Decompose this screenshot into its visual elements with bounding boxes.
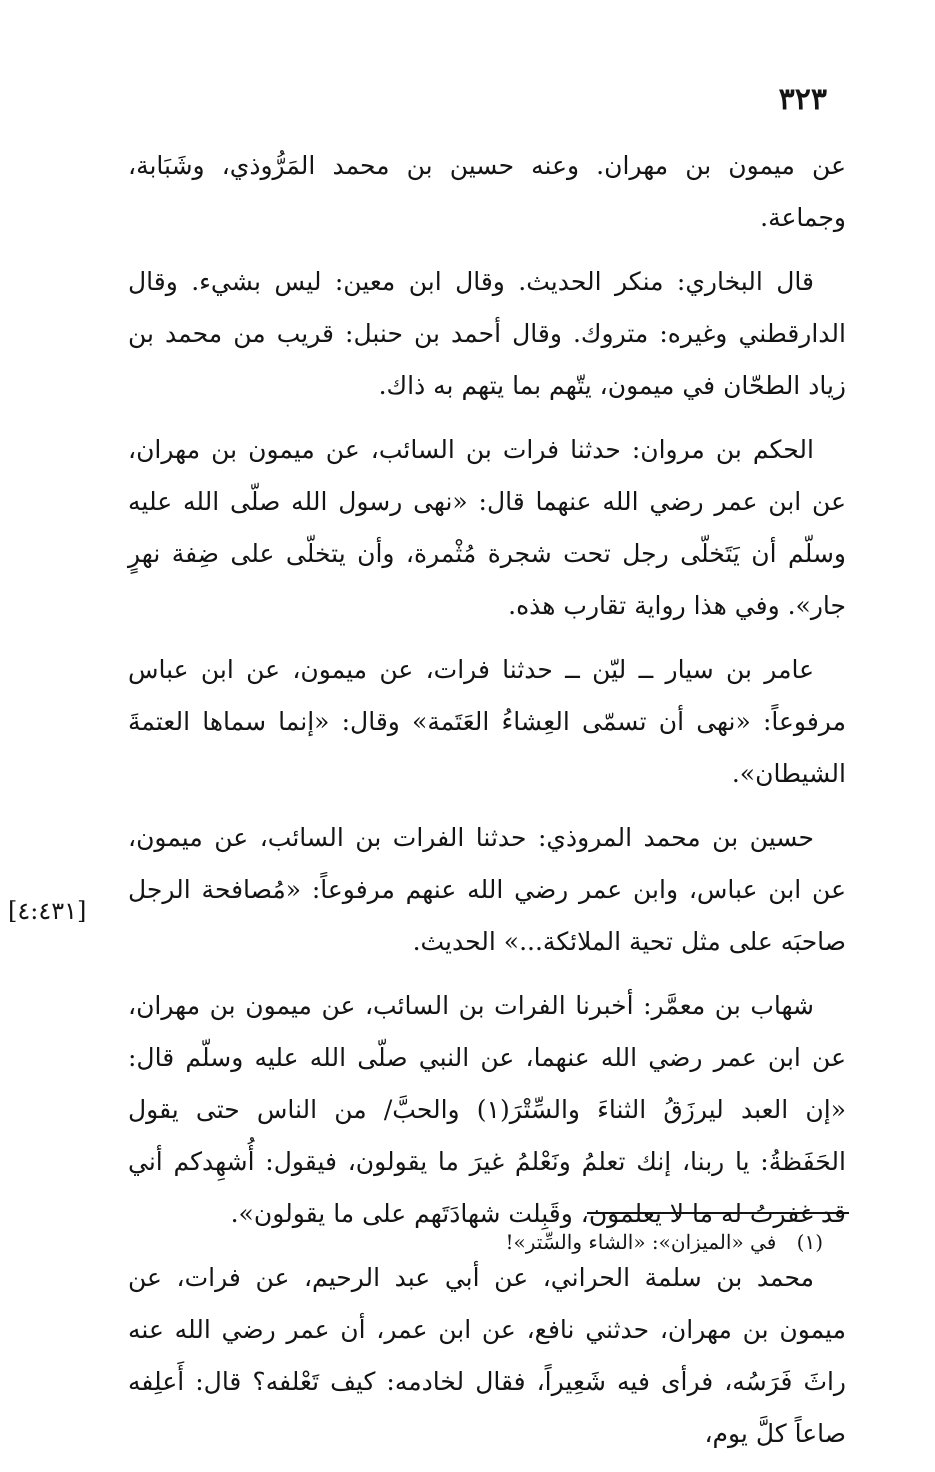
paragraph-hakam: الحكم بن مروان: حدثنا فرات بن السائب، عن ميمون بن مهران، عن ابن عمر رضي الله عنهما قال: «نهى رسول الله صلّى الله عليه وسلّم أن يَتَخلّى رجل تحت شجرة مُثْمرة، وأن يتخلّى على ضِفة نهرٍ جار». وفي هذا رواية تقارب هذه. [128,435,846,620]
footnote-divider [587,1212,849,1214]
margin-volume-reference: [٤:٤٣١] [8,897,87,925]
page-number: ٣٢٣ [778,82,827,117]
main-text [128,140,846,1472]
paragraph-continuation: عن ميمون بن مهران. وعنه حسين بن محمد المَرُّوذي، وشَبَابة، وجماعة. [128,151,846,232]
paragraph-muhammad: محمد بن سلمة الحراني، عن أبي عبد الرحيم، عن فرات، عن ميمون بن مهران، حدثني نافع، عن ابن عمر، أن عمر رضي الله عنه راثَ فَرَسُه، فرأى فيه شَعِيراً، فقال لخادمه: كيف تَعْلفه؟ قال: أَعلِفه صاعاً كلَّ يوم، [128,1263,846,1448]
footnote [223,1224,823,1260]
paragraph-amir: عامر بن سيار ــ ليّن ــ حدثنا فرات، عن ميمون، عن ابن عباس مرفوعاً: «نهى أن تسمّى العِشاءُ العَتَمة» وقال: «إنما سماها العتمةَ الشيطان». [128,655,846,788]
footnote-text: في «الميزان»: «الشاء والسِّتر»! [505,1230,777,1254]
paragraph-husayn: حسين بن محمد المروذي: حدثنا الفرات بن السائب، عن ميمون، عن ابن عباس، وابن عمر رضي الله عنهم مرفوعاً: «مُصافحة الرجل صاحبَه على مثل تحية الملائكة...» الحديث. [128,823,846,956]
footnote-number: (١) [796,1230,823,1254]
paragraph-bukhari: قال البخاري: منكر الحديث. وقال ابن معين: ليس بشيء. وقال الدارقطني وغيره: متروك. وقال أحمد بن حنبل: قريب من محمد بن زياد الطحّان في ميمون، يتّهم بما يتهم به ذاك. [128,267,846,400]
paragraph-shihab: شهاب بن معمَّر: أخبرنا الفرات بن السائب، عن ميمون بن مهران، عن ابن عمر رضي الله عنهما، عن النبي صلّى الله عليه وسلّم قال: «إن العبد ليرزَقُ الثناءَ والسِّتْرَ(١) والحبَّ/ من الناس حتى يقول الحَفَظةُ: يا ربنا، إنك تعلمُ ونَعْلمُ غيرَ ما يقولون، فيقول: أُشهِدكم أني قد غفرتُ له ما لا يعلمون، وقَبِلت شهادَتَهم على ما يقولون». [128,991,847,1228]
